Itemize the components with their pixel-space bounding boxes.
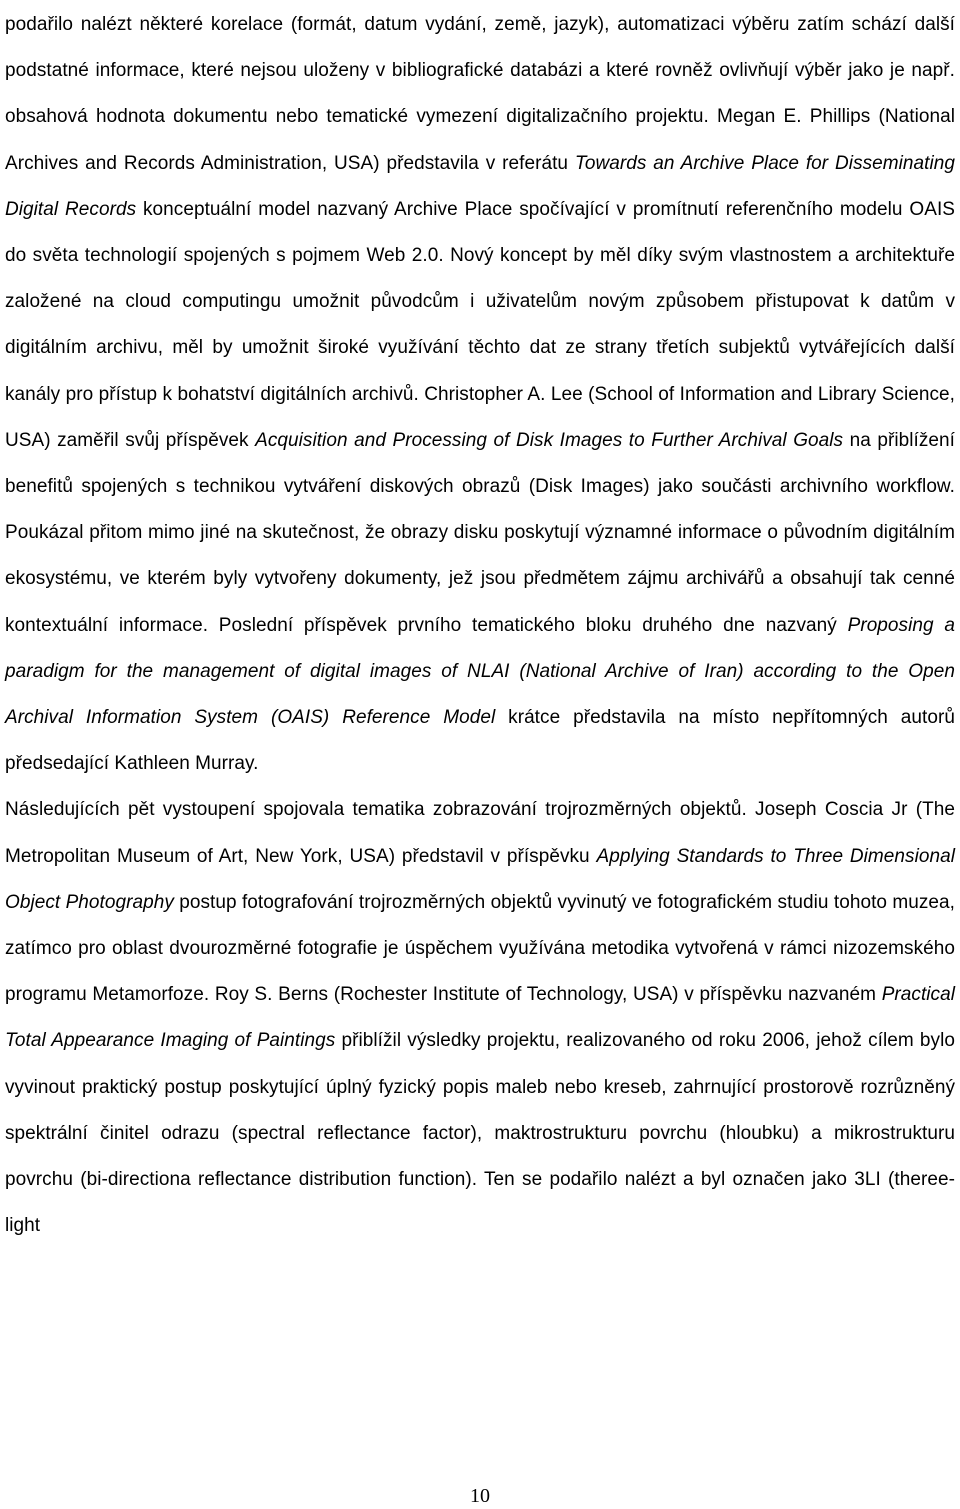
paragraph-1-text-2: konceptuální model nazvaný Archive Place spočívající v promítnutí referenčního modelu OAIS do světa technologií spojených s pojmem Web 2.0. Nový koncept by měl díky svým vlastnostem a architektuře založené na cloud computingu umožnit původcům i uživatelům novým způsobem přistupovat k datům v digitálním archivu, měl by umožnit široké využívání těchto dat ze strany třetích subjektů vytvářejících další kanály pro přístup k bohatství digitálních archivů. Christopher A. Lee (School of Information and Library Science, USA) zaměřil svůj příspěvek bbox=[5, 198, 955, 451]
paragraph-2-text-3: přiblížil výsledky projektu, realizovaného od roku 2006, jehož cílem bylo vyvinout praktický postup poskytující úplný fyzický popis maleb nebo kreseb, zahrnující prostorově rozrůzněný spektrální činitel odrazu (spectral reflectance factor), maktrostrukturu povrchu (hloubku) a mikrostrukturu povrchu (bi-directiona reflectance distribution function). Ten se podařilo nalézt a byl označen jako 3LI (theree-light bbox=[5, 1030, 955, 1237]
document-body bbox=[5, 0, 955, 1249]
paper-title-acquisition-disk-images: Acquisition and Processing of Disk Images to Further Archival Goals bbox=[255, 429, 844, 451]
paper-title-applying-standards-3d: Applying Standards to Three Dimensional Object Photography bbox=[5, 845, 955, 913]
paper-title-total-appearance-imaging: Practical Total Appearance Imaging of Paintings bbox=[5, 984, 955, 1052]
paragraph-2 bbox=[5, 787, 955, 1249]
paragraph-1-text-4: krátce představila na místo nepřítomných autorů předsedající Kathleen Murray. bbox=[5, 707, 955, 775]
paragraph-1-text-3: na přiblížení benefitů spojených s technikou vytváření diskových obrazů (Disk Images) jako součásti archivního workflow. Poukázal přitom mimo jiné na skutečnost, že obrazy disku poskytují významné informace o původním digitálním ekosystému, ve kterém byly vytvořeny dokumenty, jež jsou předmětem zájmu archivářů a obsahují tak cenné kontextuální informace. Poslední příspěvek prvního tematického bloku druhého dne nazvaný bbox=[5, 429, 955, 636]
paragraph-1-text-1: podařilo nalézt některé korelace (formát, datum vydání, země, jazyk), automatizaci výběru zatím schází další podstatné informace, které nejsou uloženy v bibliografické databázi a které rovněž ovlivňují výběr jako je např. obsahová hodnota dokumentu nebo tematické vymezení digitalizačního projektu. Megan E. Phillips (National Archives and Records Administration, USA) představila v referátu bbox=[5, 14, 955, 174]
paragraph-1 bbox=[5, 2, 955, 787]
paper-title-towards-archive-place: Towards an Archive Place for Disseminating Digital Records bbox=[5, 152, 955, 220]
paragraph-2-text-2: postup fotografování trojrozměrných objektů vyvinutý ve fotografickém studiu tohoto muzea, zatímco pro oblast dvourozměrné fotografie je úspěchem využívána metodika vytvořená v rámci nizozemského programu Metamorfoze. Roy S. Berns (Rochester Institute of Technology, USA) v příspěvku nazvaném bbox=[5, 891, 955, 1006]
paper-title-proposing-paradigm-nlai: Proposing a paradigm for the management of digital images of NLAI (National Archive of Iran) according to the Open Archival Information System (OAIS) Reference Model bbox=[5, 614, 955, 729]
paragraph-2-text-1: Následujících pět vystoupení spojovala tematika zobrazování trojrozměrných objektů. Joseph Coscia Jr (The Metropolitan Museum of Art, New York, USA) představil v příspěvku bbox=[5, 799, 955, 867]
page-number: 10 bbox=[470, 1485, 490, 1507]
